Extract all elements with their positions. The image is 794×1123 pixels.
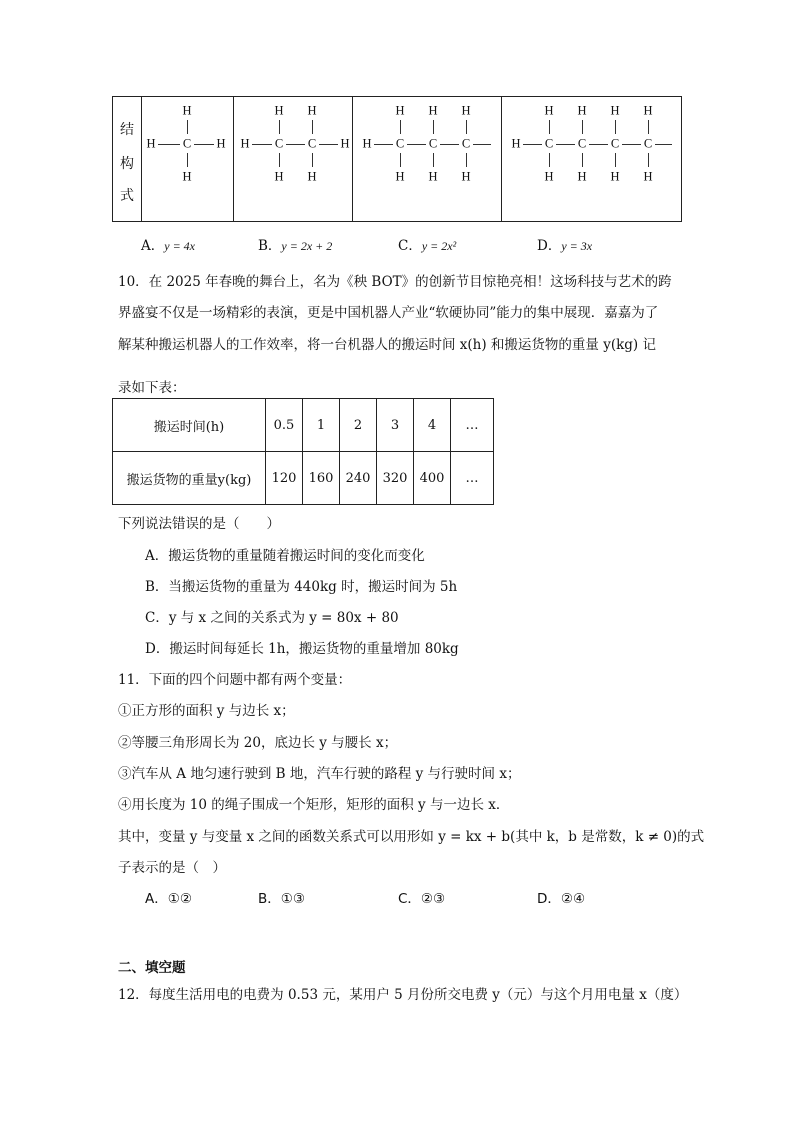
bond-line — [312, 153, 313, 167]
table-cell: 2 — [340, 399, 377, 452]
q10-stem-line: 解某种搬运机器人的工作效率，将一台机器人的搬运时间 x(h) 和搬运货物的重量 y(kg) 记 — [118, 337, 656, 353]
table-header-cell: 搬运货物的重量y(kg) — [113, 452, 266, 505]
bond-line — [319, 144, 338, 145]
table-cell: 400 — [414, 452, 451, 505]
table-cell: 160 — [303, 452, 340, 505]
hydrogen-atom: H — [428, 169, 438, 184]
hydrogen-atom: H — [395, 103, 405, 118]
carbon-atom: C — [395, 136, 405, 151]
carbon-atom: C — [274, 136, 284, 151]
table-cell: 4 — [414, 399, 451, 452]
q9-option-d[interactable]: D．y = 3x — [537, 238, 593, 254]
q11-option-b[interactable]: B．①③ — [258, 891, 305, 907]
hydrogen-atom: H — [274, 169, 284, 184]
structure-label-char: 构 — [120, 156, 134, 172]
bond-line — [433, 153, 434, 167]
bond-line — [655, 144, 672, 145]
table-cell: … — [451, 399, 494, 452]
q10-prompt: 下列说法错误的是（ ） — [118, 516, 280, 532]
hydrogen-atom: H — [307, 103, 317, 118]
q11-item: ④用长度为 10 的绳子围成一个矩形，矩形的面积 y 与一边长 x． — [118, 797, 510, 813]
hydrogen-atom: H — [577, 103, 587, 118]
q10-stem-line: 10．在 2025 年春晚的舞台上，名为《秧 BOT》的创新节目惊艳亮相！这场科技与艺术的跨 — [118, 274, 672, 290]
bond-line — [473, 144, 491, 145]
carbon-atom: C — [643, 136, 653, 151]
q11-item: ③汽车从 A 地匀速行驶到 B 地，汽车行驶的路程 y 与行驶时间 x； — [118, 766, 521, 782]
hydrogen-atom: H — [428, 103, 438, 118]
hydrogen-atom: H — [511, 136, 521, 151]
q10-stem-line: 录如下表： — [118, 380, 186, 396]
structure-label-cell — [113, 97, 141, 221]
table-cell: 0.5 — [266, 399, 303, 452]
hydrogen-atom: H — [461, 169, 471, 184]
bond-line — [466, 120, 467, 134]
structure-label-char: 结 — [120, 122, 134, 138]
q10-option-c[interactable]: C．y 与 x 之间的关系式为 y = 80x + 80 — [145, 610, 399, 626]
carbon-atom: C — [307, 136, 317, 151]
bond-line — [615, 120, 616, 134]
hydrogen-atom: H — [307, 169, 317, 184]
section-heading: 二、填空题 — [118, 960, 186, 976]
bond-line — [158, 144, 180, 145]
carbon-atom: C — [610, 136, 620, 151]
bond-line — [582, 153, 583, 167]
hydrogen-atom: H — [544, 103, 554, 118]
bond-line — [187, 153, 188, 167]
bond-line — [194, 144, 214, 145]
hydrogen-atom: H — [577, 169, 587, 184]
table-cell: … — [451, 452, 494, 505]
bond-line — [622, 144, 641, 145]
q10-option-b[interactable]: B．当搬运货物的重量为 440kg 时，搬运时间为 5h — [145, 579, 458, 595]
structure-label-char: 式 — [120, 188, 134, 204]
hydrogen-atom: H — [216, 136, 226, 151]
bond-line — [187, 120, 188, 134]
carbon-atom: C — [577, 136, 587, 151]
carbon-atom: C — [428, 136, 438, 151]
bond-line — [523, 144, 542, 145]
bond-line — [648, 120, 649, 134]
q9-option-c[interactable]: C．y = 2x² — [398, 238, 457, 254]
hydrogen-atom: H — [610, 103, 620, 118]
bond-line — [286, 144, 305, 145]
q11-question-line: 其中，变量 y 与变量 x 之间的函数关系式可以用形如 y = kx + b(其中 k，b 是常数，k ≠ 0)的式 — [118, 829, 705, 845]
hydrogen-atom: H — [362, 136, 372, 151]
bond-line — [582, 120, 583, 134]
bond-line — [279, 153, 280, 167]
hydrogen-atom: H — [643, 169, 653, 184]
table-header-cell: 搬运时间(h) — [113, 399, 266, 452]
q11-question-line: 子表示的是（ ） — [118, 860, 226, 876]
hydrogen-atom: H — [240, 136, 250, 151]
q12-line: 12．每度生活用电的电费为 0.53 元，某用户 5 月份所交电费 y（元）与这个月用电量 x（度） — [118, 987, 688, 1003]
hydrogen-atom: H — [395, 169, 405, 184]
hydrogen-atom: H — [182, 169, 192, 184]
bond-line — [549, 153, 550, 167]
table-cell: 120 — [266, 452, 303, 505]
bond-line — [615, 153, 616, 167]
bond-line — [400, 120, 401, 134]
table-row — [113, 399, 494, 452]
structure-formula-table — [112, 96, 682, 222]
hydrogen-atom: H — [643, 103, 653, 118]
bond-line — [312, 120, 313, 134]
hydrogen-atom: H — [461, 103, 471, 118]
bond-line — [374, 144, 393, 145]
q9-option-b[interactable]: B．y = 2x + 2 — [258, 238, 333, 254]
bond-line — [589, 144, 608, 145]
carbon-atom: C — [182, 136, 192, 151]
hydrogen-atom: H — [274, 103, 284, 118]
q10-option-a[interactable]: A．搬运货物的重量随着搬运时间的变化而变化 — [145, 548, 425, 564]
bond-line — [279, 120, 280, 134]
q11-stem: 11．下面的四个问题中都有两个变量： — [118, 672, 352, 688]
q10-data-table — [112, 398, 494, 505]
bond-line — [400, 153, 401, 167]
bond-line — [407, 144, 426, 145]
q11-item: ②等腰三角形周长为 20，底边长 y 与腰长 x； — [118, 735, 398, 751]
table-cell: 1 — [303, 399, 340, 452]
hydrogen-atom: H — [610, 169, 620, 184]
bond-line — [648, 153, 649, 167]
q11-item: ①正方形的面积 y 与边长 x； — [118, 703, 295, 719]
q11-option-a[interactable]: A．①② — [145, 891, 192, 907]
bond-line — [466, 153, 467, 167]
bond-line — [433, 120, 434, 134]
hydrogen-atom: H — [146, 136, 156, 151]
carbon-atom: C — [544, 136, 554, 151]
bond-line — [252, 144, 272, 145]
q11-option-c[interactable]: C．②③ — [398, 891, 446, 907]
q9-option-a[interactable]: A．y = 4x — [141, 238, 195, 254]
carbon-atom: C — [461, 136, 471, 151]
q10-option-d[interactable]: D．搬运时间每延长 1h，搬运货物的重量增加 80kg — [145, 641, 459, 657]
q11-option-d[interactable]: D．②④ — [537, 891, 586, 907]
hydrogen-atom: H — [544, 169, 554, 184]
table-cell: 3 — [377, 399, 414, 452]
bond-line — [556, 144, 575, 145]
hydrogen-atom: H — [340, 136, 350, 151]
table-cell: 240 — [340, 452, 377, 505]
table-cell: 320 — [377, 452, 414, 505]
q10-stem-line: 界盛宴不仅是一场精彩的表演，更是中国机器人产业“软硬协同”能力的集中展现．嘉嘉为了 — [118, 305, 659, 321]
hydrogen-atom: H — [182, 103, 192, 118]
bond-line — [549, 120, 550, 134]
bond-line — [440, 144, 459, 145]
table-row — [113, 452, 494, 505]
